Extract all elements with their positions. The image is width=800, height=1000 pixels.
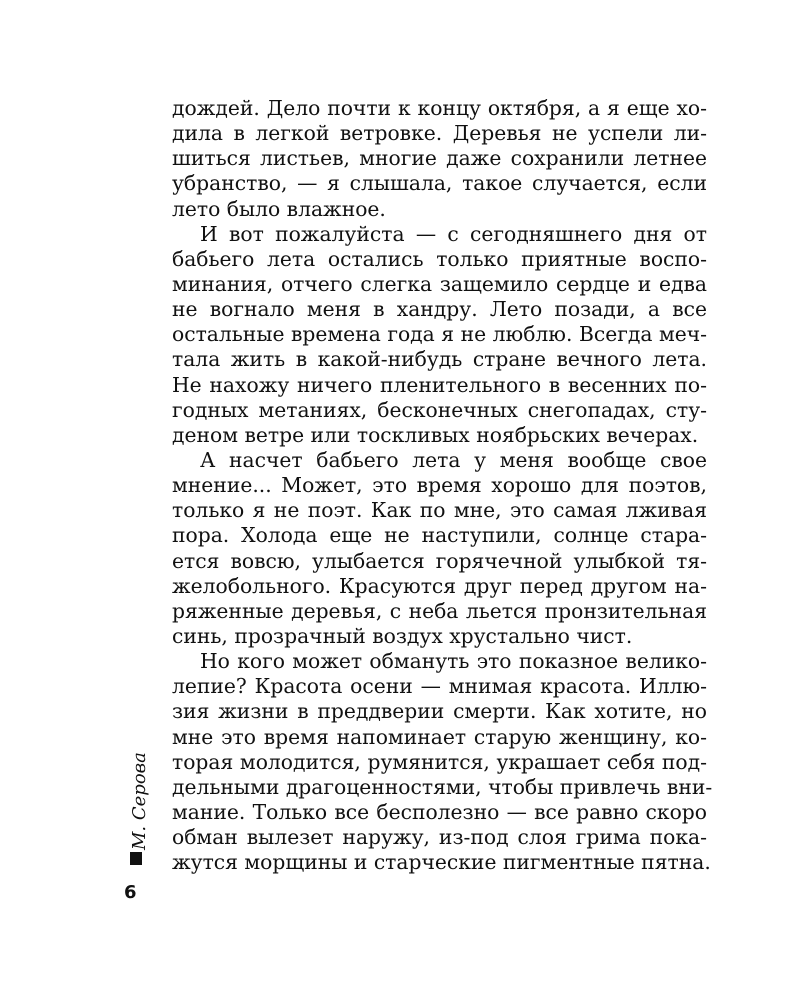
body-text [172,96,713,875]
text-line: мне это время напоминает старую женщину, ко- [172,724,707,749]
text-line: И вот пожалуйста — с сегодняшнего дня от [200,221,707,246]
text-line: ется вовсю, улыбается горячечной улыбкой тя- [172,548,707,573]
text-line: шиться листьев, многие даже сохранили летнее [172,146,707,171]
paragraph [172,96,707,222]
page-number: 6 [124,882,137,903]
text-line: лето было влажное. [172,196,386,221]
text-line: убранство, — я слышала, такое случается, если [172,171,707,196]
text-line: А насчет бабьего лета у меня вообще свое [200,447,707,472]
text-line: дила в легкой ветровке. Деревья не успели ли- [172,121,707,146]
text-line: лепие? Красота осени — мнимая красота. Иллю- [172,674,707,699]
text-line: пора. Холода еще не наступили, солнце стара- [172,523,707,548]
text-line: бабьего лета остались только приятные воспо- [172,246,707,271]
text-line: желобольного. Красуются друг перед другом на- [172,573,707,598]
text-line: Не нахожу ничего пленительного в весенних по- [172,372,707,397]
text-line: дождей. Дело почти к концу октября, а я еще хо- [172,96,707,120]
text-line: тала жить в какой-нибудь стране вечного лета. [172,347,707,372]
running-head-author: М. Серова [129,752,150,850]
paragraph [172,222,707,448]
text-line: минания, отчего слегка защемило сердце и едва [172,271,707,296]
text-line: дельными драгоценностями, чтобы привлечь вни- [172,774,713,799]
text-line: только я не поэт. Как по мне, это самая лживая [172,498,707,523]
text-line: синь, прозрачный воздух хрустально чист. [172,623,633,648]
text-line: жутся морщины и старческие пигментные пятна. [172,850,711,875]
text-line: остальные времена года я не люблю. Всегда меч- [172,322,707,347]
text-line: мание. Только все бесполезно — все равно скоро [172,799,707,824]
text-line: торая молодится, румянится, украшает себя под- [172,749,707,774]
text-line: обман вылезет наружу, из-под слоя грима пока- [172,825,707,850]
text-line: мнение... Может, это время хорошо для поэтов, [172,473,707,498]
paragraph [172,448,707,649]
text-line: зия жизни в преддверии смерти. Как хотите, но [172,699,707,724]
text-line: Но кого может обмануть это показное велико- [200,649,707,674]
running-head-marker [130,852,142,865]
text-line: ряженные деревья, с неба льется пронзительная [172,598,707,623]
text-line: годных метаниях, бесконечных снегопадах, сту- [172,397,707,422]
text-line: деном ветре или тоскливых ноябрьских вечерах. [172,422,699,447]
text-line: не вогнало меня в хандру. Лето позади, а все [172,297,707,322]
paragraph [172,649,713,875]
